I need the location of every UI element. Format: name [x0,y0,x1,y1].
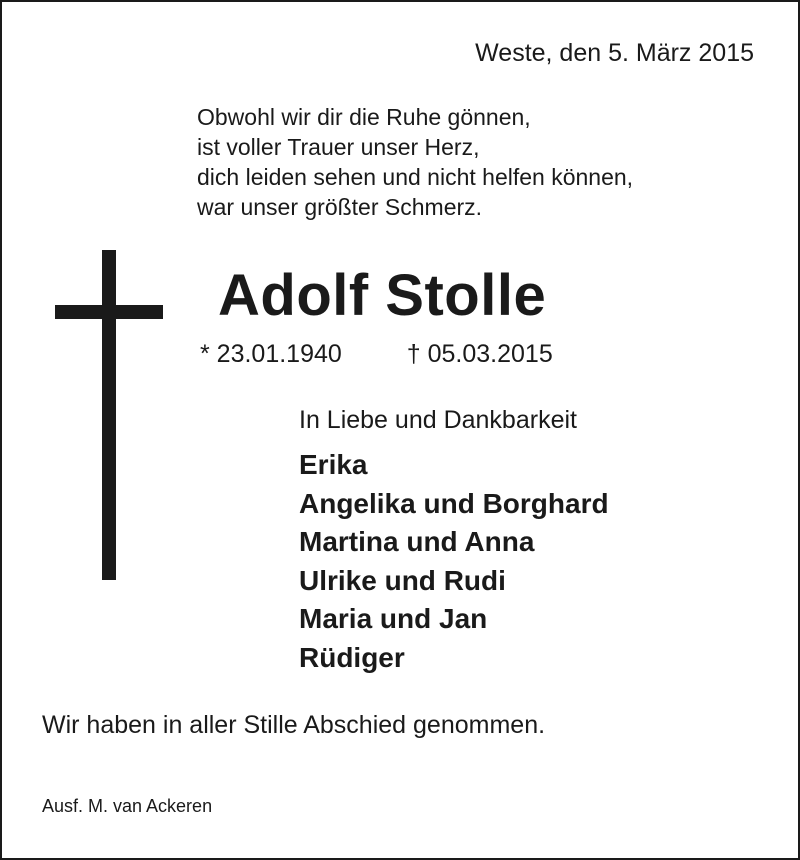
place-date: Weste, den 5. März 2015 [475,39,754,67]
life-dates [200,339,553,369]
deceased-name: Adolf Stolle [218,263,547,328]
family-member: Maria und Jan [299,603,488,635]
poem-line: ist voller Trauer unser Herz, [197,134,480,160]
cross-horizontal-bar [55,305,163,319]
death-date: † 05.03.2015 [406,340,553,368]
funeral-director: Ausf. M. van Ackeren [42,796,213,816]
birth-date: * 23.01.1940 [200,340,342,368]
family-member: Ulrike und Rudi [299,564,506,596]
family-member: Erika [299,449,368,480]
family-member: Martina und Anna [299,526,535,558]
family-list [299,446,609,678]
poem-line: Obwohl wir dir die Ruhe gönnen, [197,104,531,130]
poem-line: war unser größter Schmerz. [197,194,483,220]
dedication: In Liebe und Dankbarkeit [299,406,577,434]
poem-line: dich leiden sehen und nicht helfen können, [197,164,634,190]
family-member: Angelika und Borghard [299,487,609,519]
poem [197,102,633,222]
closing-text: Wir haben in aller Stille Abschied genommen. [42,711,546,739]
cross-icon [55,250,163,580]
family-member: Rüdiger [299,641,405,673]
cross-vertical-bar [102,250,116,580]
